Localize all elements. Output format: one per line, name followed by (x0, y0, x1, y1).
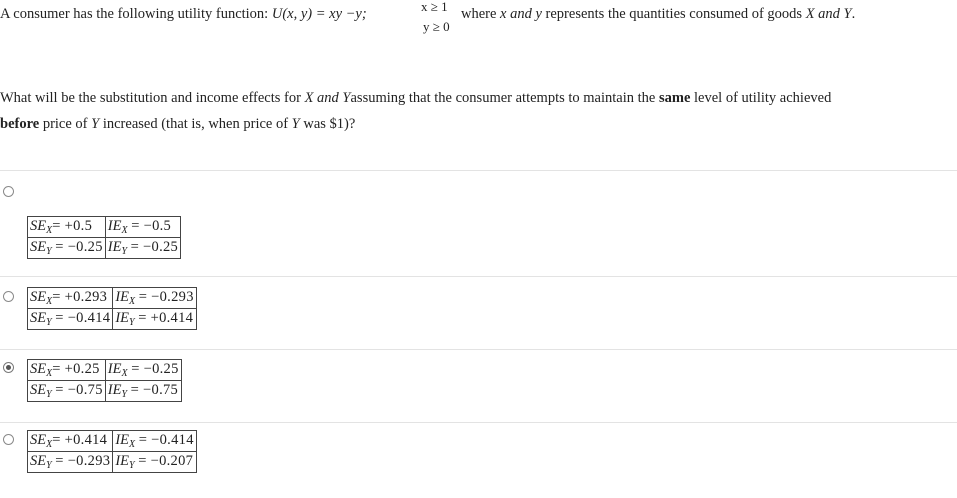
se-label: SE (30, 382, 47, 398)
good-y: Y (291, 116, 300, 132)
question-text: A consumer has the following utility function: (0, 6, 272, 22)
question-text: and (814, 6, 844, 22)
se-label: SE (30, 432, 47, 448)
ie-y-value: = −0.75 (130, 382, 179, 398)
ie-x-value: = −0.5 (131, 218, 172, 234)
ie-x-cell (113, 431, 196, 452)
se-x-cell (28, 217, 106, 238)
se-x-cell (28, 360, 106, 381)
ie-label: IE (107, 382, 122, 398)
var-x: x (500, 6, 507, 22)
ie-x-cell (113, 288, 196, 309)
ie-label: IE (107, 239, 122, 255)
subscript-x: X (129, 296, 136, 307)
se-x-value: = +0.25 (52, 361, 100, 377)
se-x-cell (28, 431, 113, 452)
option-1-table[interactable] (27, 216, 181, 259)
ie-y-value: = −0.25 (130, 239, 179, 255)
question-text: . (851, 6, 856, 22)
ie-label: IE (115, 453, 129, 469)
option-1-radio[interactable] (3, 186, 14, 197)
se-label: SE (30, 361, 47, 377)
question-line-3 (0, 116, 355, 133)
ie-x-cell (105, 360, 181, 381)
se-y-value: = −0.75 (55, 382, 103, 398)
ie-label: IE (115, 310, 129, 326)
ie-x-value: = −0.414 (138, 432, 194, 448)
ie-y-cell (113, 309, 196, 330)
table-row (28, 381, 182, 402)
table-row (28, 238, 181, 259)
se-label: SE (30, 453, 47, 469)
option-4-table[interactable] (27, 430, 197, 473)
se-x-value: = +0.5 (52, 218, 93, 234)
ie-x-cell (105, 217, 180, 238)
var-y: y (535, 6, 542, 22)
subscript-y: Y (46, 389, 52, 400)
good-y: Y (91, 116, 100, 132)
se-label: SE (30, 289, 47, 305)
ie-label: IE (115, 432, 129, 448)
question-text: assuming that the consumer attempts to maintain the (350, 90, 659, 106)
good-x: X (304, 90, 314, 106)
ie-label: IE (115, 289, 129, 305)
subscript-x: X (121, 225, 128, 236)
question-text: was $1)? (299, 116, 356, 132)
table-row (28, 431, 197, 452)
table-row (28, 288, 197, 309)
subscript-y: Y (129, 460, 135, 471)
divider (0, 422, 957, 423)
se-label: SE (30, 218, 47, 234)
question-line-2 (0, 90, 831, 107)
table-row (28, 360, 182, 381)
question-line-1 (0, 6, 367, 23)
se-y-cell (28, 309, 113, 330)
good-x: X (805, 6, 815, 22)
question-text: increased (that is, when price of (99, 116, 292, 132)
option-4-radio[interactable] (3, 434, 14, 445)
se-x-cell (28, 288, 113, 309)
question-text: and (313, 90, 343, 106)
ie-label: IE (107, 218, 122, 234)
emphasis-same: same (658, 90, 691, 106)
subscript-y: Y (46, 460, 52, 471)
good-y: Y (342, 90, 351, 106)
subscript-y: Y (129, 317, 135, 328)
ie-y-cell (105, 238, 180, 259)
subscript-x: X (129, 439, 136, 450)
se-label: SE (30, 310, 47, 326)
question-line-1-continued (461, 6, 855, 23)
se-x-value: = +0.293 (52, 289, 108, 305)
ie-y-value: = +0.414 (138, 310, 194, 326)
constraint-y: y ≥ 0 (423, 19, 450, 34)
se-y-value: = −0.25 (55, 239, 103, 255)
constraint-x: x ≥ 1 (421, 0, 448, 14)
ie-label: IE (107, 361, 122, 377)
option-3-table[interactable] (27, 359, 182, 402)
ie-y-value: = −0.207 (138, 453, 194, 469)
se-x-value: = +0.414 (52, 432, 108, 448)
subscript-y: Y (46, 246, 52, 257)
question-text: What will be the substitution and income effects for (0, 90, 305, 106)
subscript-x: X (46, 439, 53, 450)
subscript-y: Y (121, 246, 128, 257)
subscript-x: X (46, 368, 53, 379)
emphasis-before: before (0, 116, 40, 132)
ie-y-cell (105, 381, 181, 402)
divider (0, 276, 957, 277)
table-row (28, 452, 197, 473)
subscript-y: Y (121, 389, 128, 400)
question-text: represents the quantities consumed of goods (541, 6, 806, 22)
subscript-x: X (46, 296, 53, 307)
subscript-y: Y (46, 317, 52, 328)
question-text: where (461, 6, 501, 22)
se-label: SE (30, 239, 47, 255)
divider (0, 170, 957, 171)
question-text: level of utility achieved (690, 90, 832, 106)
ie-y-cell (113, 452, 196, 473)
se-y-value: = −0.414 (55, 310, 111, 326)
subscript-x: X (121, 368, 128, 379)
divider (0, 349, 957, 350)
ie-x-value: = −0.25 (131, 361, 179, 377)
table-row (28, 217, 181, 238)
se-y-cell (28, 238, 106, 259)
subscript-x: X (46, 225, 53, 236)
option-2-table[interactable] (27, 287, 197, 330)
se-y-cell (28, 381, 106, 402)
se-y-cell (28, 452, 113, 473)
option-3-radio[interactable] (3, 362, 14, 373)
option-2-radio[interactable] (3, 291, 14, 302)
good-y: Y (843, 6, 852, 22)
ie-x-value: = −0.293 (138, 289, 194, 305)
utility-function: U(x, y) = xy −y; (271, 6, 367, 22)
table-row (28, 309, 197, 330)
question-text: price of (39, 116, 92, 132)
question-text: and (506, 6, 536, 22)
se-y-value: = −0.293 (55, 453, 111, 469)
